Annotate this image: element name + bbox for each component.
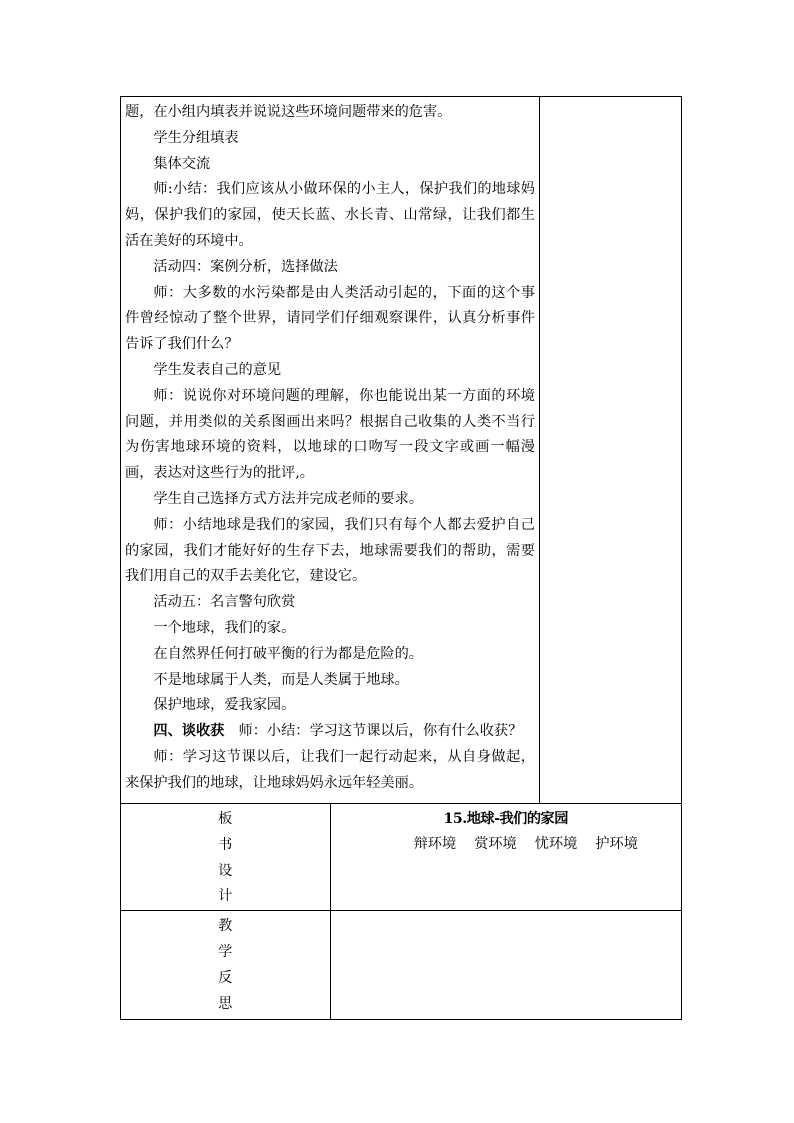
lesson-plan-table bbox=[120, 96, 682, 1020]
lesson-process-cell bbox=[121, 97, 540, 804]
board-label-char: 设 bbox=[218, 862, 233, 879]
lesson-body bbox=[121, 97, 539, 797]
paragraph-environment-understanding: 师：说说你对环境问题的理解，你也能说出某一方面的环境问题，并用类似的关系图画出来吗？根据自己收集的人类不当行为伤害地球环境的资料，以地球的口吻写一段文字或画一幅漫画，表达对这些行为的批评,。 bbox=[125, 387, 535, 482]
board-design-row bbox=[121, 804, 682, 911]
summary-heading: 四、谈收获 bbox=[153, 723, 225, 740]
paragraph-quote-4: 保护地球，爱我家园。 bbox=[153, 697, 296, 714]
board-title: 15.地球-我们的家园 bbox=[443, 811, 568, 827]
board-item: 忧环境 bbox=[534, 836, 578, 852]
reflection-row bbox=[121, 911, 682, 1020]
paragraph-teacher-summary-1: 师:小结：我们应该从小做环保的小主人，保护我们的地球妈妈，保护我们的家园，使天长蓝、水长青、山常绿，让我们都生活在美好的环境中。 bbox=[125, 181, 535, 249]
paragraph-activity-intro: 题，在小组内填表并说说这些环境问题带来的危害。 bbox=[125, 104, 452, 120]
paragraph-group-fill: 学生分组填表 bbox=[153, 129, 239, 146]
summary-text: 师：小结：学习这节课以后，你有什么收获？ bbox=[224, 723, 523, 740]
paragraph-student-opinion: 学生发表自己的意见 bbox=[153, 361, 282, 378]
board-items bbox=[331, 832, 682, 857]
paragraph-activity-five: 活动五：名言警句欣赏 bbox=[153, 594, 296, 611]
reflection-label-char: 反 bbox=[218, 969, 233, 986]
paragraph-activity-four: 活动四：案例分析，选择做法 bbox=[153, 258, 338, 275]
board-item: 辩环境 bbox=[413, 836, 457, 852]
reflection-label-char: 思 bbox=[218, 995, 233, 1012]
board-label-char: 书 bbox=[218, 836, 233, 853]
paragraph-quote-1: 一个地球，我们的家。 bbox=[153, 619, 296, 636]
notes-column-cell bbox=[540, 97, 682, 804]
board-design-content bbox=[330, 804, 682, 911]
paragraph-summary bbox=[125, 719, 535, 745]
board-item: 护环境 bbox=[595, 836, 638, 852]
reflection-label-char: 教 bbox=[218, 918, 233, 935]
board-label-char: 板 bbox=[218, 811, 233, 827]
board-content bbox=[331, 804, 682, 857]
paragraph-closing: 师：学习这节课以后，让我们一起行动起来，从自身做起，来保护我们的地球，让地球妈妈永远年轻美丽。 bbox=[125, 748, 535, 791]
lesson-process-row bbox=[121, 97, 682, 804]
paragraph-quote-3: 不是地球属于人类，而是人类属于地球。 bbox=[153, 671, 409, 688]
board-label-char: 计 bbox=[218, 888, 233, 905]
reflection-label-char: 学 bbox=[218, 943, 233, 960]
paragraph-quote-2: 在自然界任何打破平衡的行为都是危险的。 bbox=[153, 645, 423, 662]
reflection-label bbox=[121, 911, 331, 1020]
paragraph-group-discussion: 集体交流 bbox=[153, 155, 211, 172]
paragraph-water-pollution: 师：大多数的水污染都是由人类活动引起的，下面的这个事件曾经惊动了整个世界，请同学们仔细观察课件，认真分析事件告诉了我们什么？ bbox=[125, 284, 535, 353]
paragraph-student-choice: 学生自己选择方式方法并完成老师的要求。 bbox=[153, 490, 423, 507]
board-design-label bbox=[121, 804, 331, 911]
paragraph-teacher-summary-2: 师：小结地球是我们的家园，我们只有每个人都去爱护自己的家园，我们才能好好的生存下去，地球需要我们的帮助，需要我们用自己的双手去美化它，建设它。 bbox=[125, 516, 535, 585]
reflection-content bbox=[330, 911, 682, 1020]
board-item: 赏环境 bbox=[474, 836, 517, 852]
